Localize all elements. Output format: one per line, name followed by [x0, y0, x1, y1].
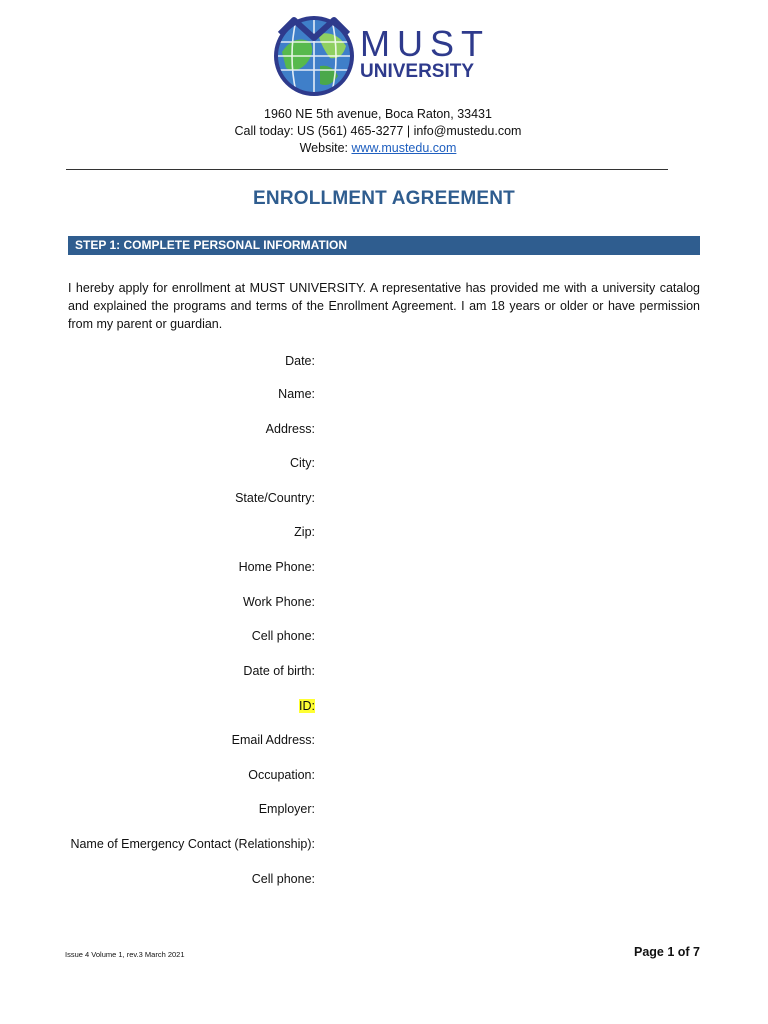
field-label-home-phone: Home Phone: — [238, 560, 315, 574]
field-label-work-phone: Work Phone: — [242, 595, 315, 609]
field-label-zip: Zip: — [294, 525, 315, 539]
field-label-name: Name: — [278, 387, 315, 401]
document-title: ENROLLMENT AGREEMENT — [253, 188, 515, 209]
field-label-emergency-contact: Name of Emergency Contact (Relationship): — [70, 837, 315, 851]
website-link[interactable]: www.mustedu.com — [351, 141, 457, 155]
field-label-employer: Employer: — [258, 802, 315, 816]
field-label-email: Email Address: — [231, 733, 315, 747]
website-label: Website: — [299, 141, 352, 155]
university-logo — [272, 12, 490, 100]
logo-subtitle: UNIVERSITY — [360, 61, 475, 82]
field-label-cell-phone: Cell phone: — [251, 629, 315, 643]
contact-block — [0, 106, 756, 157]
field-label-date: Date: — [285, 354, 315, 368]
field-label-id — [299, 698, 315, 714]
step-heading: STEP 1: COMPLETE PERSONAL INFORMATION — [68, 236, 700, 255]
globe-icon — [272, 12, 356, 96]
address-line: 1960 NE 5th avenue, Boca Raton, 33431 — [264, 107, 492, 121]
issue-note: Issue 4 Volume 1, rev.3 March 2021 — [65, 950, 185, 959]
website-line — [0, 140, 756, 157]
field-label-occupation: Occupation: — [248, 768, 315, 782]
call-line: Call today: US (561) 465-3277 | info@mustedu.com — [234, 124, 522, 138]
field-label-address: Address: — [265, 422, 315, 436]
logo-wordmark: MUST — [360, 23, 490, 64]
field-label-date-of-birth: Date of birth: — [243, 664, 315, 678]
field-label-emergency-cell-phone: Cell phone: — [251, 872, 315, 886]
field-label-city: City: — [290, 456, 315, 470]
field-label-state-country: State/Country: — [235, 491, 315, 505]
page-number: Page 1 of 7 — [634, 945, 700, 959]
header-divider — [66, 169, 668, 170]
id-highlight: ID: — [299, 699, 315, 713]
intro-paragraph: I hereby apply for enrollment at MUST UNIVERSITY. A representative has provided me with a university catalog and explained the programs and terms of the Enrollment Agreement. I am 18 years or older or have permission from my parent or guardian. — [68, 281, 700, 331]
